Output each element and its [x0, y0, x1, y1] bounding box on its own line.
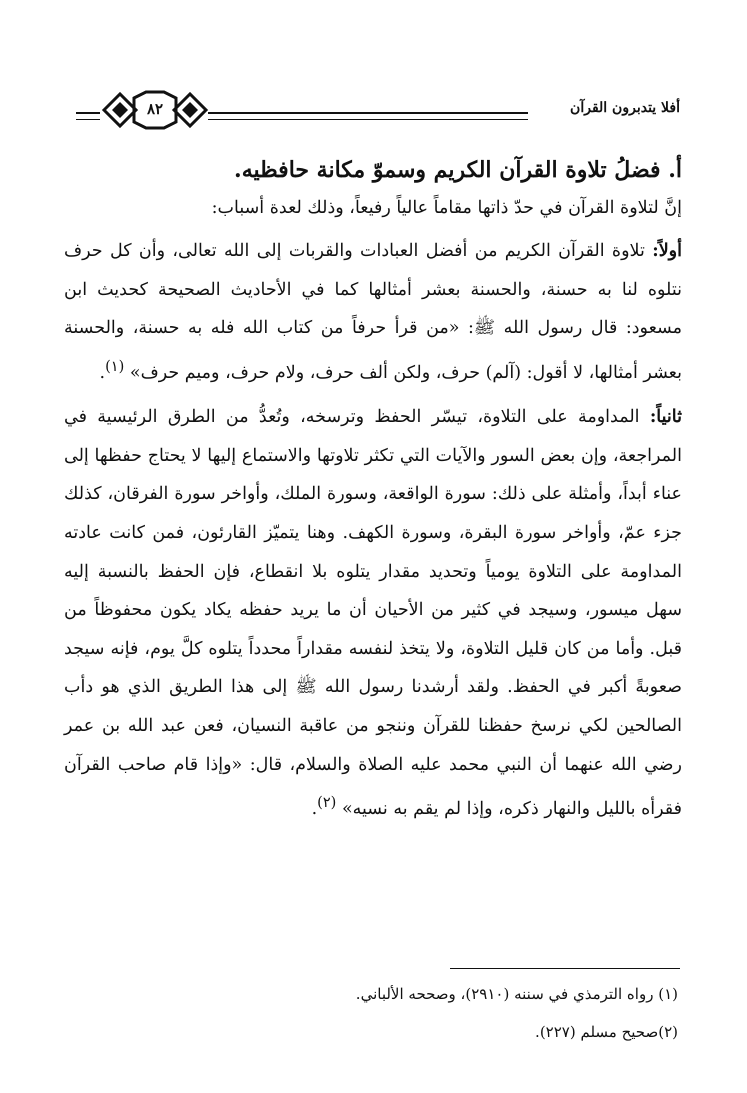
footnote-divider: [450, 968, 680, 969]
intro-paragraph: إنَّ لتلاوة القرآن في حدّ ذاتها مقاماً عالياً رفيعاً، وذلك لعدة أسباب:: [211, 198, 682, 218]
footnote-item: (١) رواه الترمذي في سننه (٢٩١٠)، وصححه الألباني.: [355, 985, 678, 1003]
footnote-ref[interactable]: (١): [105, 357, 125, 375]
main-content: [64, 150, 682, 829]
paragraph-text: تلاوة القرآن الكريم من أفضل العبادات والقربات إلى الله تعالى، وأن كل حرف نتلوه لنا به حسنة، والحسنة بعشر أمثالها كما في الأحاديث الصحيحة كحديث ابن مسعود: قال رسول الله ﷺ: «من قرأ حرفاً من كتاب الله فله به حسنة، والحسنة بعشر أمثالها، لا أقول: (آلم) حرف، ولكن ألف حرف، ولام حرف، وميم حرف»: [64, 241, 682, 383]
footnote-ref[interactable]: (٢): [317, 794, 337, 812]
section-label: أ.: [668, 157, 682, 183]
paragraph-lead: أولاً:: [652, 241, 682, 261]
section-title-text: فضلُ تلاوة القرآن الكريم وسموّ مكانة حافظيه.: [234, 157, 661, 183]
page-header: [60, 88, 680, 132]
footnotes: [64, 975, 678, 1051]
paragraph-lead: ثانياً:: [649, 407, 682, 428]
footnote-item: (٢)صحيح مسلم (٢٢٧).: [535, 1023, 678, 1041]
paragraph-first: أولاً: تلاوة القرآن الكريم من أفضل العبادات والقربات إلى الله تعالى، وأن كل حرف نتلوه لنا به حسنة، والحسنة بعشر أمثالها كما في الأحاديث الصحيحة كحديث ابن مسعود: قال رسول الله ﷺ: «من قرأ حرفاً من كتاب الله فله به حسنة، والحسنة بعشر أمثالها، لا أقول: (آلم) حرف، ولكن ألف حرف، ولام حرف، وميم حرف» $^{(١)}$.: [64, 241, 682, 383]
header-rule-right: [208, 112, 528, 120]
section-heading: [64, 150, 682, 190]
paragraph-text: المداومة على التلاوة، تيسّر الحفظ وترسخه، وتُعدُّ من الطرق الرئيسية في المراجعة، وإن بعض السور والآيات التي تكثر تلاوتها والاستماع إليها لا يحتاج حفظها إلى عناء أبداً، وأمثلة على ذلك: سورة الواقعة، وسورة الملك، وأواخر سورة الفرقان، كذلك جزء عمّ، وأواخر سورة البقرة، وسورة الكهف. وهنا يتميّز القارئون، فمن كانت عادته المداومة على التلاوة يومياً وتحديد مقدار يتلوه بلا انقطاع، فإن الحفظ بالنسبة إليه سهل ميسور، وسيجد في كثير من الأحيان أن ما يريد حفظه يكاد يكون محفوظاً من قبل. وأما من كان قليل التلاوة، ولا يتخذ لنفسه مقداراً محدداً يتلوه كلَّ يوم، فإنه سيجد صعوبةً أكبر في الحفظ. ولقد أرشدنا رسول الله ﷺ إلى هذا الطريق الذي هو دأب الصالحين لكي نرسخ حفظنا للقرآن وننجو من عاقبة النسيان، فعن عبد الله بن عمر رضي الله عنهما أن النبي محمد عليه الصلاة والسلام، قال: «وإذا قام صاحب القرآن فقرأه بالليل والنهار ذكره، وإذا لم يقم به نسيه»: [64, 407, 682, 819]
page-number: ٨٢: [146, 100, 164, 118]
paragraph-second: ثانياً: المداومة على التلاوة، تيسّر الحفظ وترسخه، وتُعدُّ من الطرق الرئيسية في المراجعة، وإن بعض السور والآيات التي تكثر تلاوتها والاستماع إليها لا يحتاج حفظها إلى عناء أبداً، وأمثلة على ذلك: سورة الواقعة، وسورة الملك، وأواخر سورة الفرقان، كذلك جزء عمّ، وأواخر سورة البقرة، وسورة الكهف. وهنا يتميّز القارئون، فمن كانت عادته المداومة على التلاوة يومياً وتحديد مقدار يتلوه بلا انقطاع، فإن الحفظ بالنسبة إليه سهل ميسور، وسيجد في كثير من الأحيان أن ما يريد حفظه يكاد يكون محفوظاً من قبل. وأما من كان قليل التلاوة، ولا يتخذ لنفسه مقداراً محدداً يتلوه كلَّ يوم، فإنه سيجد صعوبةً أكبر في الحفظ. ولقد أرشدنا رسول الله ﷺ إلى هذا الطريق الذي هو دأب الصالحين لكي نرسخ حفظنا للقرآن وننجو من عاقبة النسيان، فعن عبد الله بن عمر رضي الله عنهما أن النبي محمد عليه الصلاة والسلام، قال: «وإذا قام صاحب القرآن فقرأه بالليل والنهار ذكره، وإذا لم يقم به نسيه» $^{(٢)}$.: [64, 407, 682, 819]
running-header-title: أفلا يتدبرون القرآن: [570, 100, 680, 116]
